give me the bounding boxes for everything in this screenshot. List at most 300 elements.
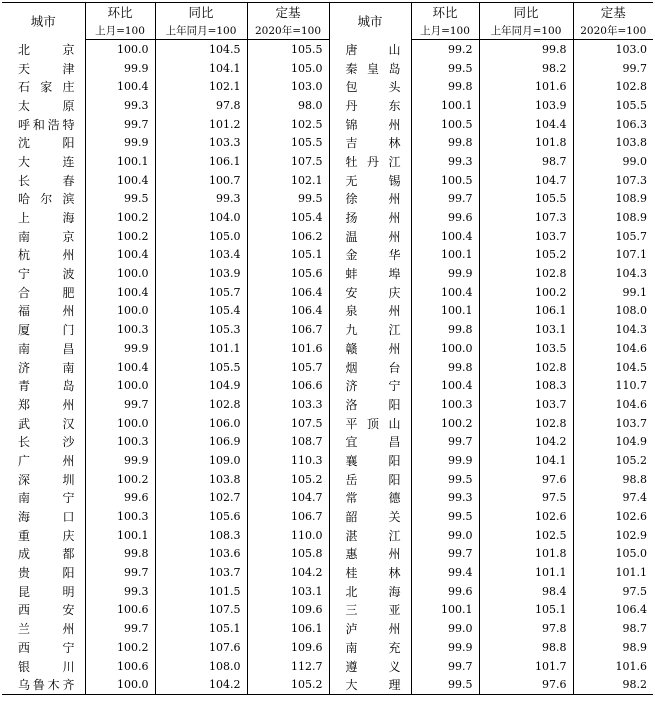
cell-fixed-left: 105.0 [247, 59, 329, 78]
cell-yoy-right: 101.8 [479, 545, 573, 564]
cell-fixed-left: 103.3 [247, 395, 329, 414]
table-row [2, 563, 653, 582]
cell-yoy-right: 102.8 [479, 264, 573, 283]
cell-fixed-left: 109.6 [247, 601, 329, 620]
header-yoy-right: 同比 [479, 3, 573, 22]
cell-city-right: 赣州 [329, 339, 411, 358]
cell-fixed-left: 106.7 [247, 320, 329, 339]
cell-mom-right: 100.4 [411, 227, 479, 246]
cell-city-right: 扬州 [329, 208, 411, 227]
header-fixed-right: 定基 [573, 3, 653, 22]
cell-yoy-right: 104.7 [479, 171, 573, 190]
cell-city-left: 贵阳 [18, 566, 75, 581]
table-row [2, 507, 653, 526]
cell-yoy-right: 102.6 [479, 507, 573, 526]
cell-fixed-left: 106.1 [247, 619, 329, 638]
cell-mom-right: 99.4 [411, 563, 479, 582]
cell-city-left: 武汉 [18, 416, 75, 431]
table-row [2, 395, 653, 414]
cell-mom-right: 100.1 [411, 96, 479, 115]
cell-city-right: 徐州 [329, 190, 411, 209]
cell-city-right: 金华 [329, 246, 411, 265]
cell-yoy-left: 104.2 [155, 675, 247, 694]
header-mom-base-right: 上月=100 [411, 21, 479, 40]
header-yoy-left: 同比 [155, 3, 247, 22]
cell-city-left: 银川 [18, 659, 75, 674]
cell-mom-right: 99.7 [411, 190, 479, 209]
table-row [2, 283, 653, 302]
cell-mom-left: 99.7 [85, 395, 155, 414]
cell-yoy-right: 103.7 [479, 395, 573, 414]
cell-mom-left: 99.9 [85, 59, 155, 78]
cell-city-right: 唐山 [329, 40, 411, 59]
table-body [2, 40, 653, 695]
cell-yoy-left: 106.9 [155, 432, 247, 451]
cell-mom-left: 100.2 [85, 227, 155, 246]
cell-yoy-right: 98.8 [479, 638, 573, 657]
header-fixed-left: 定基 [247, 3, 329, 22]
cell-fixed-right: 97.4 [573, 489, 653, 508]
cell-yoy-left: 103.9 [155, 264, 247, 283]
table-row [2, 40, 653, 59]
cell-mom-right: 99.7 [411, 545, 479, 564]
table-row [2, 601, 653, 620]
cell-fixed-right: 98.2 [573, 675, 653, 694]
cell-fixed-right: 101.6 [573, 657, 653, 676]
cell-mom-left: 100.4 [85, 246, 155, 265]
cell-fixed-right: 104.9 [573, 432, 653, 451]
cell-city-left: 宁波 [18, 267, 75, 282]
cell-city-right: 洛阳 [329, 395, 411, 414]
table-row [2, 152, 653, 171]
cell-fixed-right: 99.7 [573, 59, 653, 78]
header-city-left: 城市 [2, 3, 85, 40]
cell-yoy-right: 102.8 [479, 358, 573, 377]
cell-yoy-left: 103.3 [155, 133, 247, 152]
cell-fixed-left: 102.5 [247, 115, 329, 134]
cell-yoy-right: 103.5 [479, 339, 573, 358]
cell-yoy-right: 98.4 [479, 582, 573, 601]
cell-city-left: 太原 [18, 98, 75, 113]
cell-mom-left: 100.0 [85, 264, 155, 283]
cell-mom-left: 99.9 [85, 133, 155, 152]
cell-fixed-left: 108.7 [247, 432, 329, 451]
cell-city-left: 郑州 [18, 397, 75, 412]
price-index-table [2, 2, 653, 695]
cell-mom-right: 100.4 [411, 376, 479, 395]
cell-fixed-right: 102.8 [573, 77, 653, 96]
cell-city-right: 泸州 [329, 619, 411, 638]
cell-yoy-right: 105.2 [479, 246, 573, 265]
cell-city-right: 宜昌 [329, 432, 411, 451]
cell-mom-right: 99.7 [411, 657, 479, 676]
cell-mom-right: 99.3 [411, 152, 479, 171]
cell-city-right: 岳阳 [329, 470, 411, 489]
cell-mom-right: 99.0 [411, 619, 479, 638]
table-row [2, 320, 653, 339]
table-row [2, 451, 653, 470]
cell-mom-left: 99.3 [85, 96, 155, 115]
cell-city-left: 哈尔滨 [18, 192, 75, 207]
cell-fixed-right: 98.9 [573, 638, 653, 657]
header-mom-right: 环比 [411, 3, 479, 22]
cell-mom-right: 99.0 [411, 526, 479, 545]
cell-city-right: 牡丹江 [329, 152, 411, 171]
cell-fixed-left: 101.6 [247, 339, 329, 358]
header-fixed-base-right: 2020年=100 [573, 21, 653, 40]
cell-fixed-right: 104.5 [573, 358, 653, 377]
table-row [2, 302, 653, 321]
cell-fixed-right: 103.0 [573, 40, 653, 59]
cell-city-right: 温州 [329, 227, 411, 246]
cell-fixed-left: 105.7 [247, 358, 329, 377]
cell-yoy-right: 97.6 [479, 675, 573, 694]
cell-yoy-left: 107.5 [155, 601, 247, 620]
cell-fixed-right: 97.5 [573, 582, 653, 601]
cell-mom-right: 100.1 [411, 302, 479, 321]
table-row [2, 526, 653, 545]
cell-mom-left: 100.6 [85, 601, 155, 620]
cell-fixed-left: 104.2 [247, 563, 329, 582]
cell-fixed-right: 105.2 [573, 451, 653, 470]
cell-yoy-right: 102.8 [479, 414, 573, 433]
table-row [2, 59, 653, 78]
cell-yoy-right: 105.5 [479, 190, 573, 209]
cell-fixed-left: 107.5 [247, 152, 329, 171]
cell-fixed-right: 103.7 [573, 414, 653, 433]
cell-yoy-left: 103.7 [155, 563, 247, 582]
cell-fixed-left: 102.1 [247, 171, 329, 190]
cell-mom-right: 99.2 [411, 40, 479, 59]
cell-city-left: 沈阳 [18, 136, 75, 151]
header-mom-left: 环比 [85, 3, 155, 22]
cell-city-left: 广州 [18, 453, 75, 468]
cell-fixed-right: 108.9 [573, 190, 653, 209]
cell-mom-left: 100.3 [85, 432, 155, 451]
cell-mom-right: 99.3 [411, 489, 479, 508]
cell-yoy-left: 99.3 [155, 190, 247, 209]
table-row [2, 96, 653, 115]
cell-yoy-left: 105.0 [155, 227, 247, 246]
cell-yoy-left: 104.9 [155, 376, 247, 395]
table-row [2, 339, 653, 358]
table-row [2, 657, 653, 676]
cell-yoy-left: 101.1 [155, 339, 247, 358]
cell-fixed-left: 107.5 [247, 414, 329, 433]
cell-mom-left: 99.7 [85, 619, 155, 638]
cell-yoy-left: 103.6 [155, 545, 247, 564]
cell-city-right: 桂林 [329, 563, 411, 582]
header-yoy-base-right: 上年同月=100 [479, 21, 573, 40]
cell-mom-left: 100.2 [85, 638, 155, 657]
cell-yoy-left: 106.0 [155, 414, 247, 433]
table-row [2, 190, 653, 209]
cell-fixed-right: 102.9 [573, 526, 653, 545]
table-row [2, 115, 653, 134]
cell-fixed-left: 110.3 [247, 451, 329, 470]
cell-fixed-right: 101.1 [573, 563, 653, 582]
cell-fixed-right: 98.7 [573, 619, 653, 638]
table-row [2, 414, 653, 433]
table-row [2, 246, 653, 265]
cell-city-left: 兰州 [18, 622, 75, 637]
cell-fixed-right: 106.4 [573, 601, 653, 620]
cell-yoy-right: 101.6 [479, 77, 573, 96]
cell-city-right: 三亚 [329, 601, 411, 620]
header-yoy-base-left: 上年同月=100 [155, 21, 247, 40]
cell-city-right: 锦州 [329, 115, 411, 134]
cell-mom-right: 100.5 [411, 171, 479, 190]
cell-mom-right: 100.1 [411, 601, 479, 620]
cell-fixed-right: 108.9 [573, 208, 653, 227]
table-row [2, 545, 653, 564]
cell-yoy-left: 97.8 [155, 96, 247, 115]
cell-city-right: 丹东 [329, 96, 411, 115]
cell-fixed-left: 106.2 [247, 227, 329, 246]
table-row [2, 432, 653, 451]
cell-city-right: 泉州 [329, 302, 411, 321]
cell-fixed-right: 99.0 [573, 152, 653, 171]
cell-mom-right: 99.8 [411, 358, 479, 377]
cell-mom-left: 100.0 [85, 40, 155, 59]
cell-yoy-left: 100.7 [155, 171, 247, 190]
cell-mom-right: 100.5 [411, 115, 479, 134]
cell-city-right: 济宁 [329, 376, 411, 395]
cell-fixed-right: 102.6 [573, 507, 653, 526]
cell-yoy-right: 101.7 [479, 657, 573, 676]
cell-mom-left: 99.5 [85, 190, 155, 209]
cell-fixed-right: 99.1 [573, 283, 653, 302]
cell-mom-left: 100.0 [85, 376, 155, 395]
cell-yoy-left: 102.7 [155, 489, 247, 508]
cell-city-right: 九江 [329, 320, 411, 339]
cell-fixed-left: 105.2 [247, 675, 329, 694]
cell-city-left: 厦门 [18, 323, 75, 338]
header-mom-base-left: 上月=100 [85, 21, 155, 40]
cell-city-left: 西安 [18, 603, 75, 618]
cell-city-left: 长春 [18, 173, 75, 188]
cell-city-left: 昆明 [18, 584, 75, 599]
cell-yoy-left: 103.4 [155, 246, 247, 265]
cell-city-right: 烟台 [329, 358, 411, 377]
cell-yoy-right: 101.1 [479, 563, 573, 582]
table-row [2, 208, 653, 227]
cell-mom-right: 99.6 [411, 582, 479, 601]
cell-fixed-left: 103.1 [247, 582, 329, 601]
cell-fixed-left: 105.5 [247, 40, 329, 59]
cell-fixed-left: 105.1 [247, 246, 329, 265]
cell-mom-right: 99.8 [411, 320, 479, 339]
cell-city-right: 惠州 [329, 545, 411, 564]
table-row [2, 489, 653, 508]
cell-mom-right: 100.4 [411, 283, 479, 302]
cell-fixed-right: 98.8 [573, 470, 653, 489]
cell-mom-left: 100.0 [85, 414, 155, 433]
cell-city-left: 济南 [18, 360, 75, 375]
cell-city-left: 南宁 [18, 491, 75, 506]
cell-mom-left: 99.6 [85, 489, 155, 508]
cell-mom-right: 99.5 [411, 675, 479, 694]
cell-city-left: 南昌 [18, 341, 75, 356]
cell-yoy-left: 102.8 [155, 395, 247, 414]
cell-yoy-left: 105.5 [155, 358, 247, 377]
cell-city-left: 石家庄 [18, 80, 75, 95]
cell-city-right: 襄阳 [329, 451, 411, 470]
cell-mom-left: 100.0 [85, 675, 155, 694]
cell-yoy-left: 108.0 [155, 657, 247, 676]
cell-city-right: 湛江 [329, 526, 411, 545]
cell-city-left: 乌鲁木齐 [2, 675, 85, 694]
cell-fixed-right: 104.6 [573, 339, 653, 358]
cell-mom-right: 99.5 [411, 470, 479, 489]
cell-yoy-right: 103.7 [479, 227, 573, 246]
cell-mom-left: 99.8 [85, 545, 155, 564]
table-row [2, 675, 653, 694]
cell-fixed-right: 107.1 [573, 246, 653, 265]
table-row [2, 619, 653, 638]
cell-mom-left: 100.4 [85, 358, 155, 377]
cell-yoy-right: 103.9 [479, 96, 573, 115]
cell-mom-right: 99.9 [411, 451, 479, 470]
cell-city-right: 安庆 [329, 283, 411, 302]
cell-city-right: 大理 [329, 675, 411, 694]
cell-fixed-right: 108.0 [573, 302, 653, 321]
cell-city-left: 大连 [18, 154, 75, 169]
cell-mom-right: 99.5 [411, 59, 479, 78]
cell-yoy-right: 103.1 [479, 320, 573, 339]
cell-mom-left: 100.2 [85, 470, 155, 489]
cell-yoy-left: 109.0 [155, 451, 247, 470]
cell-city-left: 杭州 [18, 248, 75, 263]
table-row [2, 582, 653, 601]
cell-city-left: 合肥 [18, 285, 75, 300]
cell-yoy-right: 104.4 [479, 115, 573, 134]
cell-city-left: 天津 [18, 61, 75, 76]
table-row [2, 264, 653, 283]
cell-city-right: 遵义 [329, 657, 411, 676]
cell-yoy-right: 97.5 [479, 489, 573, 508]
cell-city-right: 北海 [329, 582, 411, 601]
cell-yoy-left: 103.8 [155, 470, 247, 489]
cell-mom-left: 100.2 [85, 208, 155, 227]
table-row [2, 133, 653, 152]
cell-city-left: 上海 [18, 211, 75, 226]
cell-yoy-left: 106.1 [155, 152, 247, 171]
cell-yoy-right: 106.1 [479, 302, 573, 321]
table-row [2, 376, 653, 395]
cell-city-right: 吉林 [329, 133, 411, 152]
header-city-right: 城市 [329, 3, 411, 40]
cell-yoy-right: 108.3 [479, 376, 573, 395]
cell-city-right: 秦皇岛 [329, 59, 411, 78]
cell-yoy-right: 107.3 [479, 208, 573, 227]
cell-mom-right: 99.9 [411, 638, 479, 657]
cell-fixed-right: 104.3 [573, 264, 653, 283]
cell-fixed-left: 105.8 [247, 545, 329, 564]
cell-yoy-left: 108.3 [155, 526, 247, 545]
cell-yoy-left: 105.1 [155, 619, 247, 638]
cell-yoy-left: 101.2 [155, 115, 247, 134]
cell-mom-right: 100.3 [411, 395, 479, 414]
cell-yoy-left: 107.6 [155, 638, 247, 657]
cell-fixed-right: 104.6 [573, 395, 653, 414]
cell-fixed-left: 106.4 [247, 302, 329, 321]
cell-mom-left: 99.9 [85, 451, 155, 470]
cell-city-right: 包头 [329, 77, 411, 96]
table-row [2, 470, 653, 489]
cell-fixed-right: 106.3 [573, 115, 653, 134]
cell-yoy-right: 102.5 [479, 526, 573, 545]
cell-fixed-left: 104.7 [247, 489, 329, 508]
cell-mom-left: 100.3 [85, 507, 155, 526]
cell-fixed-left: 109.6 [247, 638, 329, 657]
cell-mom-right: 99.8 [411, 77, 479, 96]
table-row [2, 358, 653, 377]
cell-fixed-left: 99.5 [247, 190, 329, 209]
cell-city-right: 常德 [329, 489, 411, 508]
cell-mom-left: 100.1 [85, 526, 155, 545]
cell-fixed-right: 105.0 [573, 545, 653, 564]
cell-mom-left: 99.7 [85, 115, 155, 134]
cell-city-right: 无锡 [329, 171, 411, 190]
cell-yoy-right: 104.1 [479, 451, 573, 470]
cell-yoy-right: 99.8 [479, 40, 573, 59]
cell-city-right: 韶关 [329, 507, 411, 526]
cell-fixed-left: 98.0 [247, 96, 329, 115]
cell-city-left: 长沙 [18, 435, 75, 450]
cell-yoy-left: 101.5 [155, 582, 247, 601]
cell-fixed-left: 105.2 [247, 470, 329, 489]
cell-fixed-left: 110.0 [247, 526, 329, 545]
cell-yoy-left: 105.7 [155, 283, 247, 302]
cell-fixed-left: 105.4 [247, 208, 329, 227]
table-row [2, 227, 653, 246]
cell-fixed-left: 106.4 [247, 283, 329, 302]
cell-mom-right: 99.9 [411, 264, 479, 283]
cell-mom-left: 100.4 [85, 171, 155, 190]
cell-fixed-right: 105.5 [573, 96, 653, 115]
cell-yoy-left: 105.3 [155, 320, 247, 339]
cell-mom-left: 99.3 [85, 582, 155, 601]
cell-city-left: 北京 [18, 42, 75, 57]
cell-yoy-right: 97.6 [479, 470, 573, 489]
cell-mom-right: 100.0 [411, 339, 479, 358]
cell-fixed-left: 105.6 [247, 264, 329, 283]
cell-city-left: 西宁 [18, 640, 75, 655]
cell-mom-right: 99.7 [411, 432, 479, 451]
cell-yoy-left: 104.5 [155, 40, 247, 59]
cell-yoy-right: 101.8 [479, 133, 573, 152]
cell-yoy-right: 105.1 [479, 601, 573, 620]
cell-mom-left: 99.9 [85, 339, 155, 358]
cell-fixed-left: 106.7 [247, 507, 329, 526]
cell-fixed-right: 104.3 [573, 320, 653, 339]
cell-yoy-left: 104.0 [155, 208, 247, 227]
cell-yoy-left: 104.1 [155, 59, 247, 78]
cell-mom-right: 99.5 [411, 507, 479, 526]
cell-yoy-left: 105.6 [155, 507, 247, 526]
cell-mom-left: 100.6 [85, 657, 155, 676]
cell-mom-left: 100.4 [85, 77, 155, 96]
cell-yoy-left: 105.4 [155, 302, 247, 321]
cell-city-left: 青岛 [18, 379, 75, 394]
cell-mom-right: 100.1 [411, 246, 479, 265]
cell-fixed-right: 105.7 [573, 227, 653, 246]
table-row [2, 638, 653, 657]
cell-yoy-left: 102.1 [155, 77, 247, 96]
cell-mom-left: 100.4 [85, 283, 155, 302]
cell-mom-left: 100.1 [85, 152, 155, 171]
